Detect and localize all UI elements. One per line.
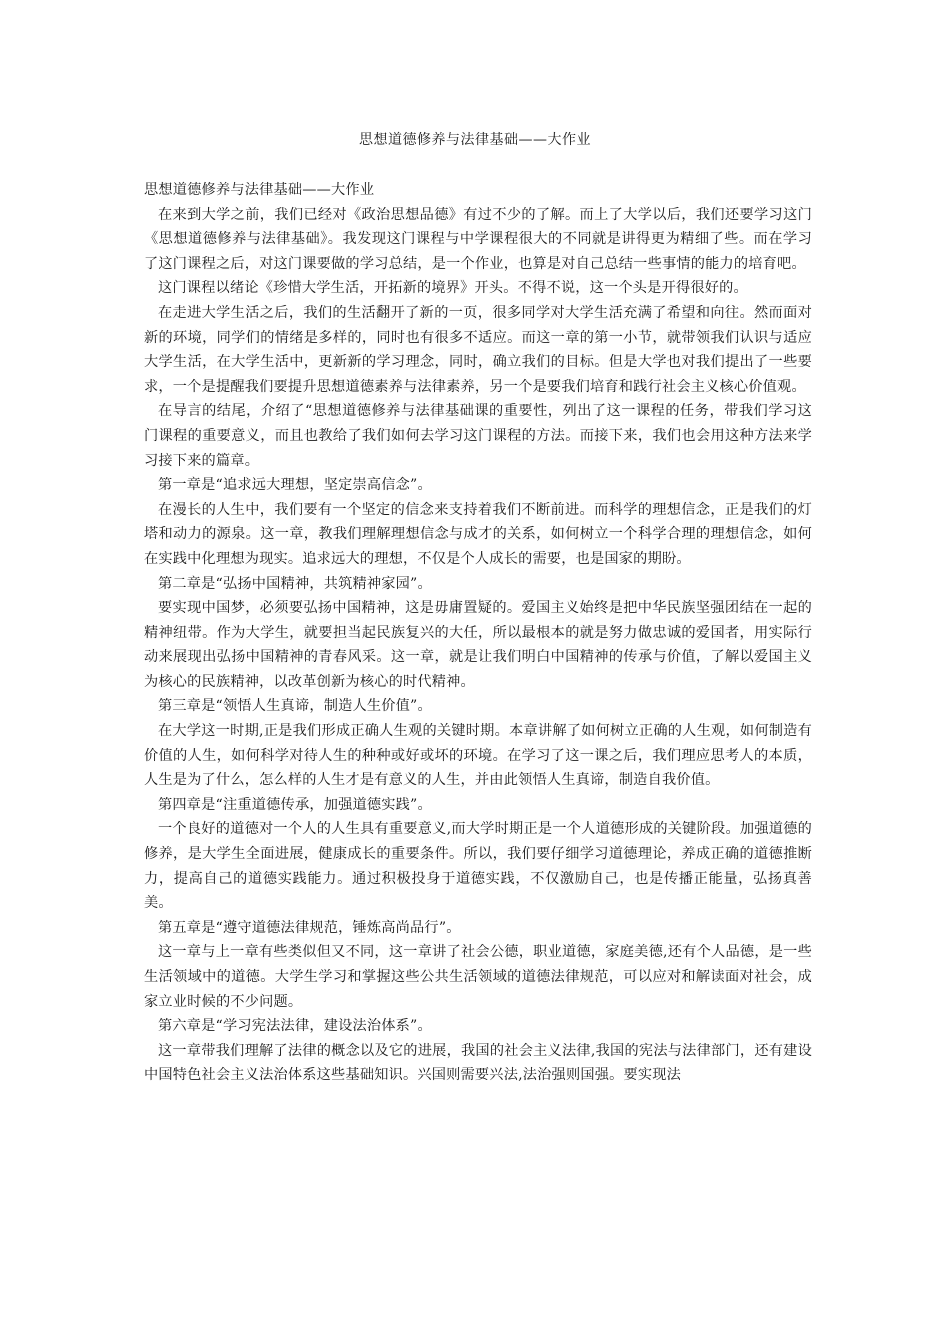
chapter-4-heading: 第四章是“注重道德传承，加强道德实践”。 [158,796,432,813]
page-header-title: 思想道德修养与法律基础——大作业 [359,132,591,148]
chapter-2-heading: 第二章是“弘扬中国精神，共筑精神家园”。 [158,575,432,592]
paragraph-intro-conclusion: 在导言的结尾，介绍了“思想道德修养与法律基础课的重要性，列出了这一课程的任务，带我们学习这门课程的重要意义，而且也教给了我们如何去学习这门课程的方法。而接下来，我们也会用这种方法来学习接下来的篇章。 [144,403,812,469]
chapter-5-heading: 第五章是“遵守道德法律规范，锤炼高尚品行”。 [158,919,461,936]
chapter-5-paragraph: 这一章与上一章有些类似但又不同，这一章讲了社会公德，职业道德，家庭美德,还有个人品德，是一些生活领域中的道德。大学生学习和掌握这些公共生活领域的道德法律规范，可以应对和解读面对社会，成家立业时候的不少问题。 [144,944,812,1010]
chapter-3-heading: 第三章是“领悟人生真谛，制造人生价值”。 [158,698,432,715]
body-title: 思想道德修养与法律基础——大作业 [144,182,375,198]
chapter-4-paragraph: 一个良好的道德对一个人的人生具有重要意义,而大学时期正是一个人道德形成的关键阶段。加强道德的修养，是大学生全面进展，健康成长的重要条件。所以，我们要仔细学习道德理论，养成正确的道德推断力，提高自己的道德实践能力。通过积极投身于道德实践，不仅激励自己，也是传播正能量，弘扬真善美。 [144,821,812,912]
paragraph-course-opening: 这门课程以绪论《珍惜大学生活，开拓新的境界》开头。不得不说，这一个头是开得很好的。 [158,280,748,297]
chapter-6-paragraph: 这一章带我们理解了法律的概念以及它的进展，我国的社会主义法律,我国的宪法与法律部门，还有建设中国特色社会主义法治体系这些基础知识。兴国则需要兴法,法治强则国强。要实现法 [144,1042,812,1084]
chapter-2-paragraph: 要实现中国梦，必须要弘扬中国精神，这是毋庸置疑的。爱国主义始终是把中华民族坚强团结在一起的精神纽带。作为大学生，就要担当起民族复兴的大任，所以最根本的就是努力做忠诚的爱国者，用实际行动来展现出弘扬中国精神的青春风采。这一章，就是让我们明白中国精神的传承与价值，了解以爱国主义为核心的民族精神，以改革创新为核心的时代精神。 [144,600,812,690]
chapter-3-paragraph: 在大学这一时期,正是我们形成正确人生观的关键时期。本章讲解了如何树立正确的人生观，如何制造有价值的人生，如何科学对待人生的种种或好或坏的环境。在学习了这一课之后，我们理应思考人的本质，人生是为了什么，怎么样的人生才是有意义的人生，并由此领悟人生真谛，制造自我价值。 [144,723,812,789]
chapter-1-heading: 第一章是“追求远大理想，坚定崇高信念”。 [158,477,432,494]
document-body [144,178,812,1088]
paragraph-intro: 在来到大学之前，我们已经对《政治思想品德》有过不少的了解。而上了大学以后，我们还要学习这门《思想道德修养与法律基础》。我发现这门课程与中学课程很大的不同就是讲得更为精细了些。而在学习了这门课程之后，对这门课要做的学习总结，是一个作业，也算是对自己总结一些事情的能力的培育吧。 [144,206,812,272]
chapter-6-heading: 第六章是“学习宪法法律，建设法治体系”。 [158,1018,432,1035]
chapter-1-paragraph: 在漫长的人生中，我们要有一个坚定的信念来支持着我们不断前进。而科学的理想信念，正是我们的灯塔和动力的源泉。这一章，教我们理解理想信念与成才的关系，如何树立一个科学合理的理想信念，如何在实践中化理想为现实。追求远大的理想，不仅是个人成长的需要，也是国家的期盼。 [144,501,812,567]
paragraph-college-life: 在走进大学生活之后，我们的生活翻开了新的一页，很多同学对大学生活充满了希望和向往。然而面对新的环境，同学们的情绪是多样的，同时也有很多不适应。而这一章的第一小节，就带领我们认识与适应大学生活，在大学生活中，更新新的学习理念，同时，确立我们的目标。但是大学也对我们提出了一些要求，一个是提醒我们要提升思想道德素养与法律素养，另一个是要我们培育和践行社会主义核心价值观。 [144,304,812,395]
